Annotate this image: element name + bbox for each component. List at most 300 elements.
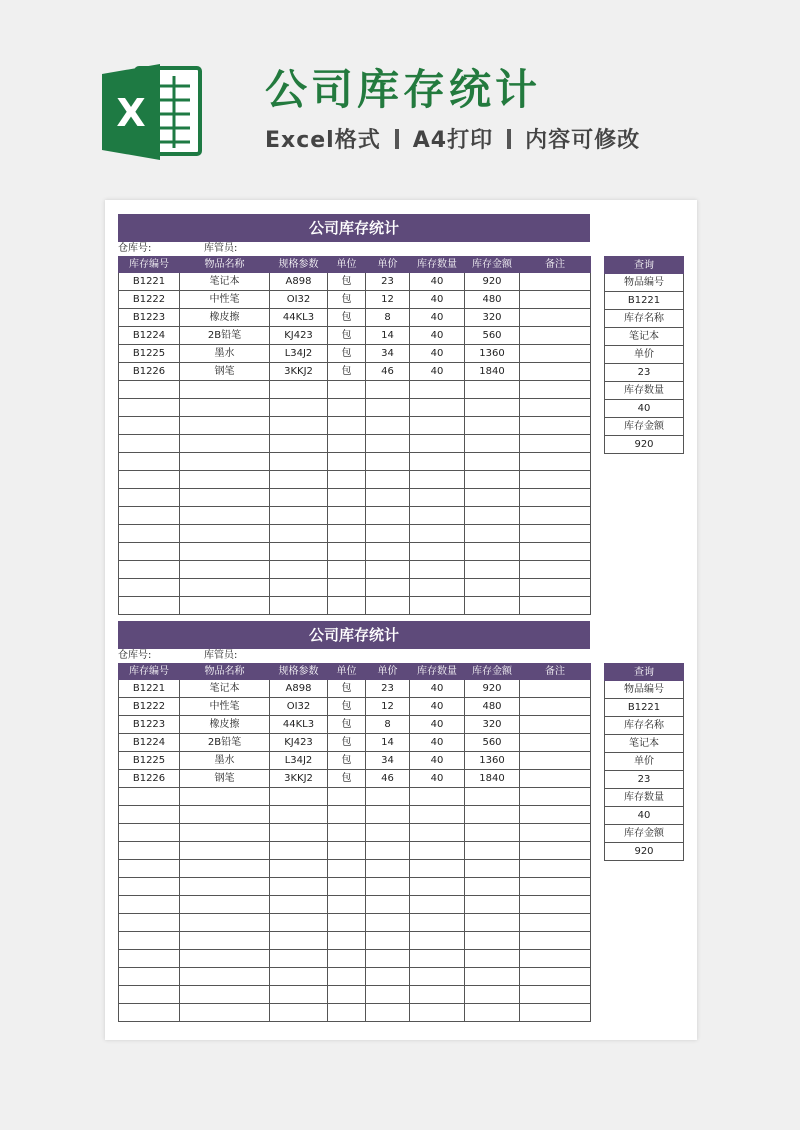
empty-cell[interactable] xyxy=(328,932,366,950)
table-cell[interactable]: 1840 xyxy=(465,363,520,381)
table-cell[interactable]: OI32 xyxy=(270,698,328,716)
empty-cell[interactable] xyxy=(366,986,410,1004)
table-cell[interactable]: 钢笔 xyxy=(180,363,270,381)
empty-cell[interactable] xyxy=(119,788,180,806)
empty-cell[interactable] xyxy=(270,381,328,399)
empty-cell[interactable] xyxy=(410,842,465,860)
empty-cell[interactable] xyxy=(366,1004,410,1022)
table-cell[interactable]: 包 xyxy=(328,291,366,309)
table-cell[interactable]: 2B铅笔 xyxy=(180,327,270,345)
empty-cell[interactable] xyxy=(366,932,410,950)
table-cell[interactable]: 包 xyxy=(328,734,366,752)
empty-cell[interactable] xyxy=(119,525,180,543)
empty-cell[interactable] xyxy=(520,914,591,932)
empty-cell[interactable] xyxy=(328,471,366,489)
empty-cell[interactable] xyxy=(328,381,366,399)
empty-cell[interactable] xyxy=(366,788,410,806)
empty-cell[interactable] xyxy=(270,507,328,525)
empty-cell[interactable] xyxy=(119,561,180,579)
empty-cell[interactable] xyxy=(270,579,328,597)
table-cell[interactable]: 320 xyxy=(465,716,520,734)
table-cell[interactable]: 23 xyxy=(366,680,410,698)
table-cell[interactable]: 12 xyxy=(366,698,410,716)
empty-cell[interactable] xyxy=(410,932,465,950)
empty-cell[interactable] xyxy=(180,1004,270,1022)
table-cell[interactable]: 12 xyxy=(366,291,410,309)
table-cell[interactable]: B1223 xyxy=(119,716,180,734)
table-cell[interactable]: 8 xyxy=(366,716,410,734)
table-cell[interactable]: 墨水 xyxy=(180,752,270,770)
empty-cell[interactable] xyxy=(410,806,465,824)
empty-cell[interactable] xyxy=(180,579,270,597)
table-cell[interactable] xyxy=(520,327,591,345)
empty-cell[interactable] xyxy=(465,561,520,579)
table-cell[interactable]: 笔记本 xyxy=(180,273,270,291)
empty-cell[interactable] xyxy=(366,950,410,968)
table-cell[interactable]: 40 xyxy=(410,363,465,381)
empty-cell[interactable] xyxy=(520,878,591,896)
empty-cell[interactable] xyxy=(328,896,366,914)
empty-cell[interactable] xyxy=(465,543,520,561)
table-cell[interactable]: 中性笔 xyxy=(180,698,270,716)
empty-cell[interactable] xyxy=(180,986,270,1004)
table-cell[interactable]: 40 xyxy=(410,716,465,734)
empty-cell[interactable] xyxy=(520,896,591,914)
empty-cell[interactable] xyxy=(328,579,366,597)
empty-cell[interactable] xyxy=(180,507,270,525)
empty-cell[interactable] xyxy=(180,878,270,896)
empty-cell[interactable] xyxy=(270,489,328,507)
empty-cell[interactable] xyxy=(328,842,366,860)
empty-cell[interactable] xyxy=(465,489,520,507)
empty-cell[interactable] xyxy=(465,932,520,950)
empty-cell[interactable] xyxy=(410,435,465,453)
table-cell[interactable]: 40 xyxy=(410,680,465,698)
empty-cell[interactable] xyxy=(328,1004,366,1022)
query-cell[interactable]: B1221 xyxy=(605,292,684,310)
query-cell[interactable]: 物品编号 xyxy=(605,681,684,699)
empty-cell[interactable] xyxy=(119,806,180,824)
empty-cell[interactable] xyxy=(270,806,328,824)
empty-cell[interactable] xyxy=(270,471,328,489)
empty-cell[interactable] xyxy=(520,543,591,561)
table-cell[interactable]: 320 xyxy=(465,309,520,327)
empty-cell[interactable] xyxy=(465,950,520,968)
empty-cell[interactable] xyxy=(465,986,520,1004)
query-cell[interactable]: 库存名称 xyxy=(605,310,684,328)
empty-cell[interactable] xyxy=(465,1004,520,1022)
table-cell[interactable]: 34 xyxy=(366,345,410,363)
table-cell[interactable] xyxy=(520,273,591,291)
empty-cell[interactable] xyxy=(520,417,591,435)
empty-cell[interactable] xyxy=(366,878,410,896)
empty-cell[interactable] xyxy=(270,932,328,950)
empty-cell[interactable] xyxy=(410,507,465,525)
empty-cell[interactable] xyxy=(328,507,366,525)
empty-cell[interactable] xyxy=(270,417,328,435)
empty-cell[interactable] xyxy=(119,543,180,561)
table-cell[interactable]: 1360 xyxy=(465,345,520,363)
empty-cell[interactable] xyxy=(410,417,465,435)
empty-cell[interactable] xyxy=(465,453,520,471)
table-cell[interactable]: L34J2 xyxy=(270,752,328,770)
empty-cell[interactable] xyxy=(410,543,465,561)
empty-cell[interactable] xyxy=(328,914,366,932)
empty-cell[interactable] xyxy=(366,579,410,597)
empty-cell[interactable] xyxy=(366,453,410,471)
empty-cell[interactable] xyxy=(520,471,591,489)
empty-cell[interactable] xyxy=(328,489,366,507)
table-cell[interactable]: 560 xyxy=(465,327,520,345)
empty-cell[interactable] xyxy=(410,489,465,507)
table-cell[interactable] xyxy=(520,309,591,327)
table-cell[interactable]: 560 xyxy=(465,734,520,752)
empty-cell[interactable] xyxy=(366,435,410,453)
empty-cell[interactable] xyxy=(119,824,180,842)
table-cell[interactable] xyxy=(520,716,591,734)
empty-cell[interactable] xyxy=(520,788,591,806)
empty-cell[interactable] xyxy=(119,842,180,860)
table-cell[interactable] xyxy=(520,363,591,381)
empty-cell[interactable] xyxy=(410,399,465,417)
empty-cell[interactable] xyxy=(520,489,591,507)
empty-cell[interactable] xyxy=(180,914,270,932)
empty-cell[interactable] xyxy=(119,489,180,507)
table-cell[interactable]: B1225 xyxy=(119,345,180,363)
empty-cell[interactable] xyxy=(520,453,591,471)
table-cell[interactable]: 40 xyxy=(410,291,465,309)
table-cell[interactable]: B1221 xyxy=(119,273,180,291)
empty-cell[interactable] xyxy=(180,950,270,968)
table-cell[interactable]: 3KKJ2 xyxy=(270,770,328,788)
empty-cell[interactable] xyxy=(270,914,328,932)
empty-cell[interactable] xyxy=(328,597,366,615)
table-cell[interactable]: B1226 xyxy=(119,363,180,381)
table-cell[interactable]: 46 xyxy=(366,770,410,788)
empty-cell[interactable] xyxy=(119,453,180,471)
table-cell[interactable]: KJ423 xyxy=(270,734,328,752)
table-cell[interactable]: 3KKJ2 xyxy=(270,363,328,381)
table-cell[interactable]: 钢笔 xyxy=(180,770,270,788)
empty-cell[interactable] xyxy=(366,806,410,824)
empty-cell[interactable] xyxy=(520,561,591,579)
empty-cell[interactable] xyxy=(465,435,520,453)
empty-cell[interactable] xyxy=(410,986,465,1004)
empty-cell[interactable] xyxy=(366,471,410,489)
empty-cell[interactable] xyxy=(270,525,328,543)
empty-cell[interactable] xyxy=(410,561,465,579)
empty-cell[interactable] xyxy=(328,543,366,561)
table-cell[interactable]: 笔记本 xyxy=(180,680,270,698)
table-cell[interactable] xyxy=(520,291,591,309)
empty-cell[interactable] xyxy=(119,896,180,914)
empty-cell[interactable] xyxy=(366,914,410,932)
empty-cell[interactable] xyxy=(270,968,328,986)
table-cell[interactable]: 包 xyxy=(328,680,366,698)
empty-cell[interactable] xyxy=(328,950,366,968)
empty-cell[interactable] xyxy=(180,896,270,914)
empty-cell[interactable] xyxy=(465,381,520,399)
empty-cell[interactable] xyxy=(465,788,520,806)
empty-cell[interactable] xyxy=(270,986,328,1004)
empty-cell[interactable] xyxy=(180,471,270,489)
empty-cell[interactable] xyxy=(366,824,410,842)
empty-cell[interactable] xyxy=(119,1004,180,1022)
empty-cell[interactable] xyxy=(328,399,366,417)
query-cell[interactable]: 物品编号 xyxy=(605,274,684,292)
empty-cell[interactable] xyxy=(180,968,270,986)
table-cell[interactable]: 2B铅笔 xyxy=(180,734,270,752)
empty-cell[interactable] xyxy=(328,788,366,806)
table-cell[interactable]: B1226 xyxy=(119,770,180,788)
empty-cell[interactable] xyxy=(520,806,591,824)
table-cell[interactable]: 中性笔 xyxy=(180,291,270,309)
empty-cell[interactable] xyxy=(119,507,180,525)
empty-cell[interactable] xyxy=(520,1004,591,1022)
table-cell[interactable]: KJ423 xyxy=(270,327,328,345)
table-cell[interactable]: OI32 xyxy=(270,291,328,309)
table-cell[interactable]: 480 xyxy=(465,698,520,716)
empty-cell[interactable] xyxy=(465,399,520,417)
empty-cell[interactable] xyxy=(180,824,270,842)
query-cell[interactable]: 920 xyxy=(605,843,684,861)
empty-cell[interactable] xyxy=(270,824,328,842)
empty-cell[interactable] xyxy=(270,1004,328,1022)
empty-cell[interactable] xyxy=(465,878,520,896)
table-cell[interactable]: 橡皮擦 xyxy=(180,309,270,327)
empty-cell[interactable] xyxy=(180,788,270,806)
empty-cell[interactable] xyxy=(270,878,328,896)
empty-cell[interactable] xyxy=(465,968,520,986)
empty-cell[interactable] xyxy=(520,860,591,878)
empty-cell[interactable] xyxy=(270,561,328,579)
table-cell[interactable]: A898 xyxy=(270,273,328,291)
empty-cell[interactable] xyxy=(328,417,366,435)
empty-cell[interactable] xyxy=(328,824,366,842)
table-cell[interactable]: 墨水 xyxy=(180,345,270,363)
empty-cell[interactable] xyxy=(465,471,520,489)
empty-cell[interactable] xyxy=(366,860,410,878)
empty-cell[interactable] xyxy=(520,968,591,986)
empty-cell[interactable] xyxy=(180,543,270,561)
empty-cell[interactable] xyxy=(180,453,270,471)
table-cell[interactable]: B1222 xyxy=(119,291,180,309)
empty-cell[interactable] xyxy=(119,435,180,453)
empty-cell[interactable] xyxy=(180,806,270,824)
table-cell[interactable]: A898 xyxy=(270,680,328,698)
table-cell[interactable]: 包 xyxy=(328,309,366,327)
table-cell[interactable]: 包 xyxy=(328,273,366,291)
empty-cell[interactable] xyxy=(328,435,366,453)
empty-cell[interactable] xyxy=(465,824,520,842)
empty-cell[interactable] xyxy=(366,381,410,399)
empty-cell[interactable] xyxy=(410,453,465,471)
table-cell[interactable]: L34J2 xyxy=(270,345,328,363)
empty-cell[interactable] xyxy=(180,561,270,579)
empty-cell[interactable] xyxy=(270,842,328,860)
empty-cell[interactable] xyxy=(410,896,465,914)
table-cell[interactable]: 34 xyxy=(366,752,410,770)
empty-cell[interactable] xyxy=(366,896,410,914)
empty-cell[interactable] xyxy=(270,543,328,561)
empty-cell[interactable] xyxy=(520,842,591,860)
empty-cell[interactable] xyxy=(180,417,270,435)
query-cell[interactable]: 920 xyxy=(605,436,684,454)
empty-cell[interactable] xyxy=(520,597,591,615)
empty-cell[interactable] xyxy=(366,399,410,417)
table-cell[interactable]: 包 xyxy=(328,327,366,345)
query-cell[interactable]: 库存金额 xyxy=(605,825,684,843)
empty-cell[interactable] xyxy=(180,435,270,453)
empty-cell[interactable] xyxy=(410,597,465,615)
table-cell[interactable] xyxy=(520,734,591,752)
empty-cell[interactable] xyxy=(520,525,591,543)
query-cell[interactable]: 23 xyxy=(605,364,684,382)
table-cell[interactable]: 14 xyxy=(366,327,410,345)
table-cell[interactable]: B1221 xyxy=(119,680,180,698)
empty-cell[interactable] xyxy=(520,579,591,597)
empty-cell[interactable] xyxy=(328,860,366,878)
empty-cell[interactable] xyxy=(410,878,465,896)
empty-cell[interactable] xyxy=(520,399,591,417)
empty-cell[interactable] xyxy=(465,896,520,914)
empty-cell[interactable] xyxy=(119,986,180,1004)
empty-cell[interactable] xyxy=(366,597,410,615)
empty-cell[interactable] xyxy=(465,597,520,615)
table-cell[interactable]: 44KL3 xyxy=(270,309,328,327)
empty-cell[interactable] xyxy=(410,525,465,543)
table-cell[interactable]: 包 xyxy=(328,698,366,716)
empty-cell[interactable] xyxy=(270,896,328,914)
empty-cell[interactable] xyxy=(119,399,180,417)
empty-cell[interactable] xyxy=(270,597,328,615)
table-cell[interactable]: 920 xyxy=(465,680,520,698)
empty-cell[interactable] xyxy=(180,525,270,543)
empty-cell[interactable] xyxy=(180,932,270,950)
empty-cell[interactable] xyxy=(328,525,366,543)
table-cell[interactable]: 包 xyxy=(328,770,366,788)
table-cell[interactable]: 包 xyxy=(328,752,366,770)
table-cell[interactable]: 橡皮擦 xyxy=(180,716,270,734)
table-cell[interactable]: 23 xyxy=(366,273,410,291)
empty-cell[interactable] xyxy=(410,914,465,932)
empty-cell[interactable] xyxy=(119,579,180,597)
table-cell[interactable]: 14 xyxy=(366,734,410,752)
table-cell[interactable]: 480 xyxy=(465,291,520,309)
empty-cell[interactable] xyxy=(270,435,328,453)
empty-cell[interactable] xyxy=(465,914,520,932)
empty-cell[interactable] xyxy=(520,932,591,950)
empty-cell[interactable] xyxy=(328,806,366,824)
query-cell[interactable]: 40 xyxy=(605,807,684,825)
empty-cell[interactable] xyxy=(465,842,520,860)
empty-cell[interactable] xyxy=(366,489,410,507)
empty-cell[interactable] xyxy=(410,968,465,986)
empty-cell[interactable] xyxy=(366,417,410,435)
query-cell[interactable]: 单价 xyxy=(605,346,684,364)
empty-cell[interactable] xyxy=(410,471,465,489)
empty-cell[interactable] xyxy=(180,399,270,417)
empty-cell[interactable] xyxy=(119,860,180,878)
table-cell[interactable]: 1360 xyxy=(465,752,520,770)
table-cell[interactable] xyxy=(520,345,591,363)
empty-cell[interactable] xyxy=(366,525,410,543)
empty-cell[interactable] xyxy=(328,453,366,471)
empty-cell[interactable] xyxy=(119,471,180,489)
table-cell[interactable]: 包 xyxy=(328,363,366,381)
table-cell[interactable]: 40 xyxy=(410,770,465,788)
empty-cell[interactable] xyxy=(465,525,520,543)
empty-cell[interactable] xyxy=(180,842,270,860)
empty-cell[interactable] xyxy=(328,968,366,986)
table-cell[interactable]: B1224 xyxy=(119,734,180,752)
query-cell[interactable]: B1221 xyxy=(605,699,684,717)
empty-cell[interactable] xyxy=(520,824,591,842)
table-cell[interactable]: 1840 xyxy=(465,770,520,788)
empty-cell[interactable] xyxy=(328,986,366,1004)
table-cell[interactable]: B1225 xyxy=(119,752,180,770)
table-cell[interactable]: 920 xyxy=(465,273,520,291)
empty-cell[interactable] xyxy=(410,381,465,399)
query-cell[interactable]: 笔记本 xyxy=(605,735,684,753)
query-cell[interactable]: 笔记本 xyxy=(605,328,684,346)
table-cell[interactable]: 40 xyxy=(410,273,465,291)
empty-cell[interactable] xyxy=(119,914,180,932)
empty-cell[interactable] xyxy=(366,507,410,525)
empty-cell[interactable] xyxy=(180,381,270,399)
empty-cell[interactable] xyxy=(520,986,591,1004)
empty-cell[interactable] xyxy=(180,489,270,507)
empty-cell[interactable] xyxy=(465,806,520,824)
empty-cell[interactable] xyxy=(465,579,520,597)
empty-cell[interactable] xyxy=(520,381,591,399)
table-cell[interactable]: 46 xyxy=(366,363,410,381)
table-cell[interactable] xyxy=(520,680,591,698)
empty-cell[interactable] xyxy=(366,968,410,986)
empty-cell[interactable] xyxy=(520,507,591,525)
query-cell[interactable]: 库存数量 xyxy=(605,789,684,807)
table-cell[interactable]: B1224 xyxy=(119,327,180,345)
empty-cell[interactable] xyxy=(119,417,180,435)
empty-cell[interactable] xyxy=(270,788,328,806)
query-cell[interactable]: 库存数量 xyxy=(605,382,684,400)
empty-cell[interactable] xyxy=(180,597,270,615)
empty-cell[interactable] xyxy=(366,543,410,561)
empty-cell[interactable] xyxy=(270,950,328,968)
table-cell[interactable]: 包 xyxy=(328,716,366,734)
empty-cell[interactable] xyxy=(119,381,180,399)
empty-cell[interactable] xyxy=(119,932,180,950)
empty-cell[interactable] xyxy=(520,950,591,968)
empty-cell[interactable] xyxy=(410,824,465,842)
table-cell[interactable]: 8 xyxy=(366,309,410,327)
table-cell[interactable]: B1222 xyxy=(119,698,180,716)
empty-cell[interactable] xyxy=(328,561,366,579)
empty-cell[interactable] xyxy=(270,399,328,417)
empty-cell[interactable] xyxy=(328,878,366,896)
query-cell[interactable]: 库存金额 xyxy=(605,418,684,436)
empty-cell[interactable] xyxy=(119,878,180,896)
table-cell[interactable]: 40 xyxy=(410,345,465,363)
empty-cell[interactable] xyxy=(520,435,591,453)
empty-cell[interactable] xyxy=(366,842,410,860)
empty-cell[interactable] xyxy=(410,788,465,806)
empty-cell[interactable] xyxy=(180,860,270,878)
empty-cell[interactable] xyxy=(465,860,520,878)
empty-cell[interactable] xyxy=(465,417,520,435)
empty-cell[interactable] xyxy=(410,1004,465,1022)
table-cell[interactable]: 40 xyxy=(410,734,465,752)
